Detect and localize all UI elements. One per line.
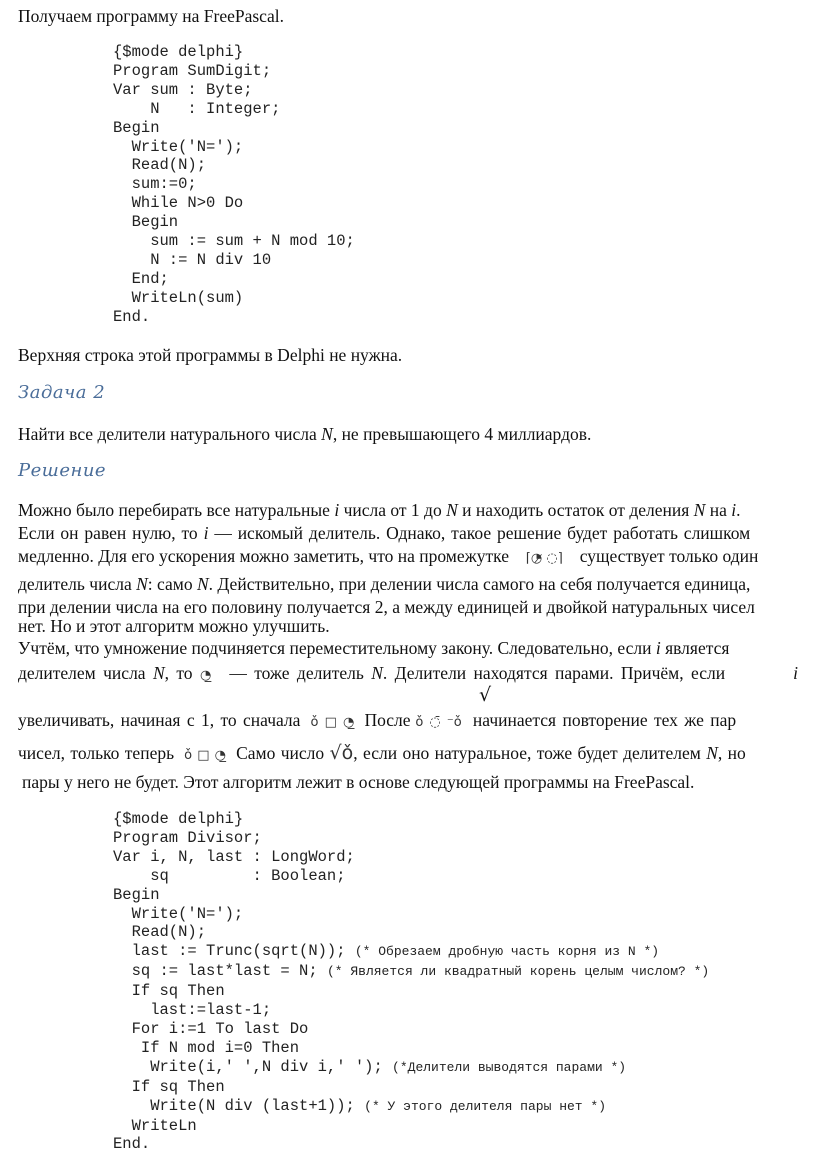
code-line: {$mode delphi} [113, 810, 244, 828]
code-line: Program SumDigit; [113, 61, 272, 80]
code-comment: (*Делители выводятся парами *) [392, 1059, 627, 1075]
code-line: last := Trunc(sqrt(N)); [113, 942, 355, 961]
code-line: Var sum : Byte; [113, 80, 253, 99]
code-line: Read(N); [113, 923, 207, 942]
code-line: sum := sum + N mod 10; [113, 232, 355, 251]
sqrt-n-formula-icon: √ǒ [329, 742, 354, 764]
paragraph-line: чисел, только теперь ǒ □ ◔̲ Само число √ǒ, если оно натуральное, тоже будет делителем N, но [18, 741, 798, 768]
sqrt-symbol: √ [479, 684, 492, 706]
code-line: N := N div 10 [113, 250, 272, 269]
code-block-divisor [113, 810, 709, 1154]
sqrt-n-threshold-formula-icon: ǒ ◌̄ ⁻ǒ [415, 715, 462, 730]
paragraph-line: медленно. Для его ускорения можно заметить, что на промежутке ⌈◔̷ ◌⌉ существует только один [18, 544, 798, 571]
paragraph-line: нет. Но и этот алгоритм можно улучшить. [18, 616, 330, 636]
code-line: sq := last*last = N; [113, 962, 327, 981]
code-block-sum-digit [113, 43, 355, 327]
solution-heading: Решение [18, 460, 107, 481]
code-comment: (* Является ли квадратный корень целым числом? *) [326, 964, 710, 980]
i-greater-sqrt-n-formula-icon: ǒ □ ◔̲ [184, 748, 226, 763]
code-line: For i:=1 To last Do [113, 1019, 309, 1038]
delphi-note: Верхняя строка этой программы в Delphi не нужна. [18, 345, 403, 365]
code-line: last:=last-1; [113, 1001, 272, 1020]
i-less-sqrt-n-formula-icon: ǒ □ ◔̲ [310, 715, 355, 730]
paragraph-line: делитель числа N: само N. Действительно, при делении числа самого на себя получается единица, [18, 574, 751, 594]
n-over-i-formula-icon: ◔̲ [199, 668, 212, 683]
paragraph-line: пары у него не будет. Этот алгоритм лежит в основе следующей программы на FreePascal. [22, 772, 695, 792]
code-line: If sq Then [113, 982, 225, 1001]
code-line: Write('N='); [113, 904, 244, 923]
code-line: WriteLn [113, 1116, 197, 1135]
code-line: sq : Boolean; [113, 866, 346, 885]
code-line: If N mod i=0 Then [113, 1038, 300, 1057]
code-line: sum:=0; [113, 175, 197, 194]
code-line: Read(N); [113, 156, 207, 175]
code-line: End; [113, 269, 169, 288]
task-statement: Найти все делители натурального числа N, не превышающего 4 миллиардов. [18, 424, 592, 444]
paragraph-line: при делении числа на его половину получается 2, а между единицей и двойкой натуральных чисел [18, 597, 755, 617]
code-line: Var i, N, last : LongWord; [113, 847, 355, 866]
paragraph-line: Если он равен нулю, то i — искомый делитель. Однако, такое решение будет работать слишком [18, 523, 751, 543]
code-line: Write(i,' ',N div i,' '); [113, 1057, 393, 1076]
interval-formula-icon: ⌈◔̷ ◌⌉ [525, 551, 563, 566]
code-comment: (* Обрезаем дробную часть корня из N *) [354, 944, 660, 960]
code-line: WriteLn(sum) [113, 288, 244, 307]
intro-text: Получаем программу на FreePascal. [18, 6, 284, 26]
paragraph-line: делителем числа N, то ◔̲ — тоже делитель N. Делители находятся парами. Причём, если i [18, 661, 798, 688]
code-line: End. [113, 1135, 151, 1154]
code-line: {$mode delphi} [113, 43, 244, 61]
code-line: Write('N='); [113, 137, 244, 156]
code-line: Program Divisor; [113, 828, 262, 847]
code-line: End. [113, 307, 151, 326]
task-heading: Задача 2 [18, 382, 106, 403]
paragraph-line: увеличивать, начиная с 1, то сначала ǒ □ ◔̲ После ǒ ◌̄ ⁻ǒ начинается повторение тех же пар [18, 708, 798, 735]
paragraph-line: Можно было перебирать все натуральные i числа от 1 до N и находить остаток от деления N на i. [18, 500, 741, 520]
code-line: Write(N div (last+1)); [113, 1096, 365, 1115]
code-line: Begin [113, 213, 179, 232]
code-line: N : Integer; [113, 99, 281, 118]
code-comment: (* У этого делителя пары нет *) [364, 1098, 606, 1114]
code-line: Begin [113, 118, 160, 137]
code-line: While N>0 Do [113, 194, 244, 213]
code-line: If sq Then [113, 1077, 225, 1096]
code-line: Begin [113, 885, 160, 904]
paragraph-line: Учтём, что умножение подчиняется переместительному закону. Следовательно, если i является [18, 638, 730, 658]
